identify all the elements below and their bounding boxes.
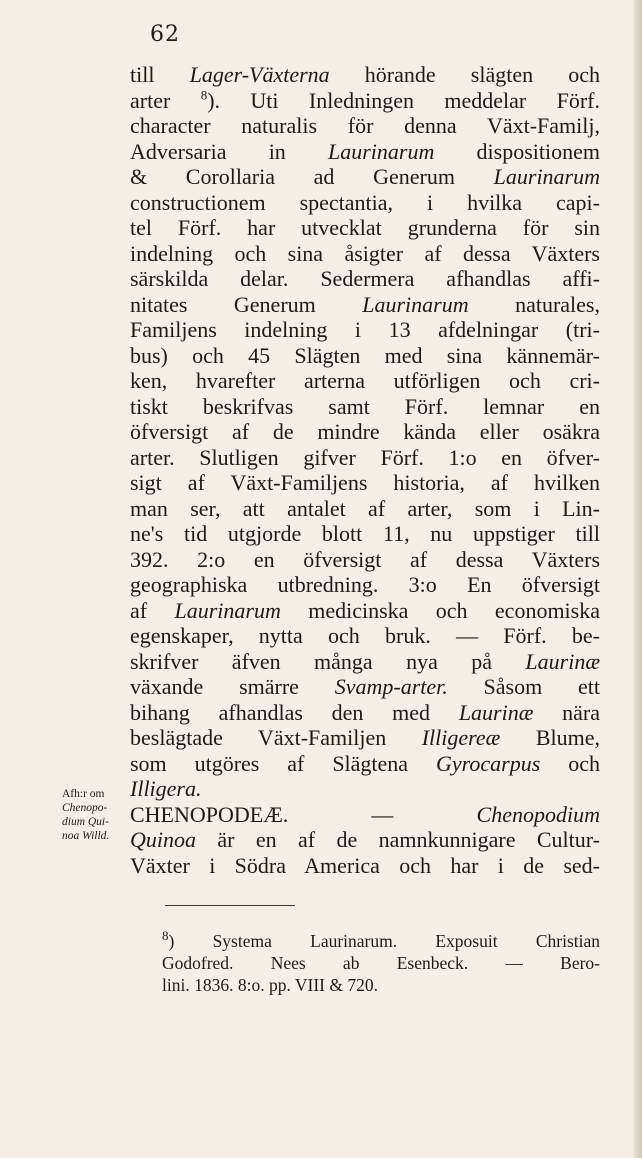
italic-text: Gyrocarpus <box>436 750 541 776</box>
text-segment: Såsom ett <box>447 674 600 699</box>
text-segment: indelning och sina åsigter af dessa Växters <box>130 240 600 266</box>
italic-text: Illigera. <box>130 776 202 801</box>
margin-note-line: noa Willd. <box>62 830 110 842</box>
text-segment: öfversigt af de mindre kända eller osäkra <box>130 419 600 444</box>
text-line <box>130 521 600 547</box>
text-line <box>130 368 600 394</box>
text-line <box>130 317 600 343</box>
text-line <box>130 623 600 649</box>
text-segment: som utgöres af Slägtena <box>130 750 436 776</box>
footnote-marker: 8 <box>200 87 208 103</box>
text-line <box>130 394 600 420</box>
footnote-marker: 8 <box>162 928 169 944</box>
footnote-line <box>162 974 600 996</box>
text-line <box>130 292 600 318</box>
margin-note <box>62 787 134 843</box>
page-edge <box>634 0 642 1158</box>
text-segment: bihang afhandlas den med <box>130 699 459 725</box>
footnote-line <box>162 952 600 974</box>
text-segment: geographiska utbredning. 3:o En öfversigt <box>130 572 600 597</box>
text-segment: dispositionem <box>434 138 600 164</box>
text-segment: man ser, att antalet af arter, som i Lin- <box>130 495 600 521</box>
text-segment: Blume, <box>500 725 600 750</box>
text-line <box>130 572 600 598</box>
text-segment: och <box>540 750 600 776</box>
text-line <box>130 139 600 165</box>
text-line <box>130 241 600 267</box>
italic-text: Illigereæ <box>421 725 501 750</box>
text-line <box>130 215 600 241</box>
text-segment: lini. 1836. 8:o. pp. VIII & 720. <box>162 975 378 995</box>
italic-text: Svamp-arter. <box>334 674 448 699</box>
italic-text: Laurinarum <box>493 164 600 189</box>
italic-text: Laurinarum <box>362 291 469 317</box>
text-segment: Familjens indelning i 13 afdelningar (tri- <box>130 317 600 342</box>
text-line <box>130 674 600 700</box>
text-segment: arter. Slutligen gifver Förf. 1:o en öfver- <box>130 444 600 470</box>
text-segment: växande smärre <box>130 674 335 699</box>
text-line <box>130 547 600 573</box>
text-line <box>130 725 600 751</box>
text-segment: sigt af Växt-Familjens historia, af hvilken <box>130 470 600 495</box>
text-segment: 392. 2:o en öfversigt af dessa Växters <box>130 546 600 572</box>
text-segment: bus) och 45 Slägten med sina kännemär- <box>130 342 600 368</box>
text-segment: Adversaria in <box>130 138 328 164</box>
text-line <box>130 776 600 802</box>
text-segment: arter <box>130 87 201 113</box>
text-line <box>130 88 600 114</box>
text-line <box>130 419 600 445</box>
text-line <box>130 496 600 522</box>
italic-text: Laurinæ <box>525 648 600 674</box>
text-segment: hörande slägten och <box>329 62 600 87</box>
italic-text: Quinoa <box>130 827 196 852</box>
text-segment: nära <box>533 699 601 725</box>
text-line <box>130 190 600 216</box>
text-segment: Växter i Södra America och har i de sed- <box>130 852 600 878</box>
text-segment: medicinska och economiska <box>280 597 600 623</box>
footnote <box>162 930 600 996</box>
text-line <box>130 700 600 726</box>
text-segment: af <box>130 597 175 623</box>
text-line <box>130 164 600 190</box>
body-text <box>130 62 600 878</box>
text-segment: ken, hvarefter arterna utförligen och cri- <box>130 368 600 393</box>
text-segment: särskilda delar. Sedermera afhandlas affi- <box>130 266 600 291</box>
italic-text: Laurinarum <box>174 597 281 623</box>
text-line <box>130 827 600 853</box>
text-segment: nitates Generum <box>130 291 363 317</box>
margin-note-line: Afh:r om <box>62 788 105 800</box>
text-line <box>130 470 600 496</box>
text-segment: tiskt beskrifvas samt Förf. lemnar en <box>130 393 600 419</box>
text-segment: Godofred. Nees ab Esenbeck. — Bero- <box>162 953 600 973</box>
italic-text: Chenopodium <box>476 801 600 827</box>
italic-text: Laurinæ <box>458 699 534 725</box>
text-segment: naturales, <box>468 291 600 317</box>
page-number: 62 <box>150 22 180 47</box>
text-segment: CHENOPODEÆ. — <box>130 801 477 827</box>
italic-text: Laurinarum <box>328 138 435 164</box>
text-line <box>130 853 600 879</box>
text-segment: constructionem spectantia, i hvilka capi- <box>130 189 600 215</box>
text-line <box>130 266 600 292</box>
text-segment: egenskaper, nytta och bruk. — Förf. be- <box>130 623 600 648</box>
text-segment: & Corollaria ad Generum <box>130 164 494 189</box>
text-segment: character naturalis för denna Växt-Familj, <box>130 113 600 138</box>
text-segment: är en af de namnkunnigare Cultur- <box>196 827 600 852</box>
text-segment: skrifver äfven många nya på <box>130 648 526 674</box>
text-segment: tel Förf. har utvecklat grunderna för sin <box>130 215 600 240</box>
text-segment: till <box>130 62 190 87</box>
text-line <box>130 113 600 139</box>
margin-note-line: Chenopo- <box>62 802 108 814</box>
text-segment: beslägtade Växt-Familjen <box>130 725 422 750</box>
text-line <box>130 598 600 624</box>
text-line <box>130 445 600 471</box>
text-line <box>130 751 600 777</box>
text-line <box>130 649 600 675</box>
text-line <box>130 62 600 88</box>
italic-text: Lager-Växterna <box>189 62 330 87</box>
footnote-rule <box>165 905 295 906</box>
margin-note-line: dium Qui- <box>62 816 109 828</box>
footnote-line <box>162 930 600 952</box>
text-segment: ). Uti Inledningen meddelar Förf. <box>207 87 600 113</box>
text-segment: ) Systema Laurinarum. Exposuit Christian <box>168 931 600 951</box>
text-segment: ne's tid utgjorde blott 11, nu uppstiger till <box>130 521 600 546</box>
text-line <box>130 802 600 828</box>
text-line <box>130 343 600 369</box>
